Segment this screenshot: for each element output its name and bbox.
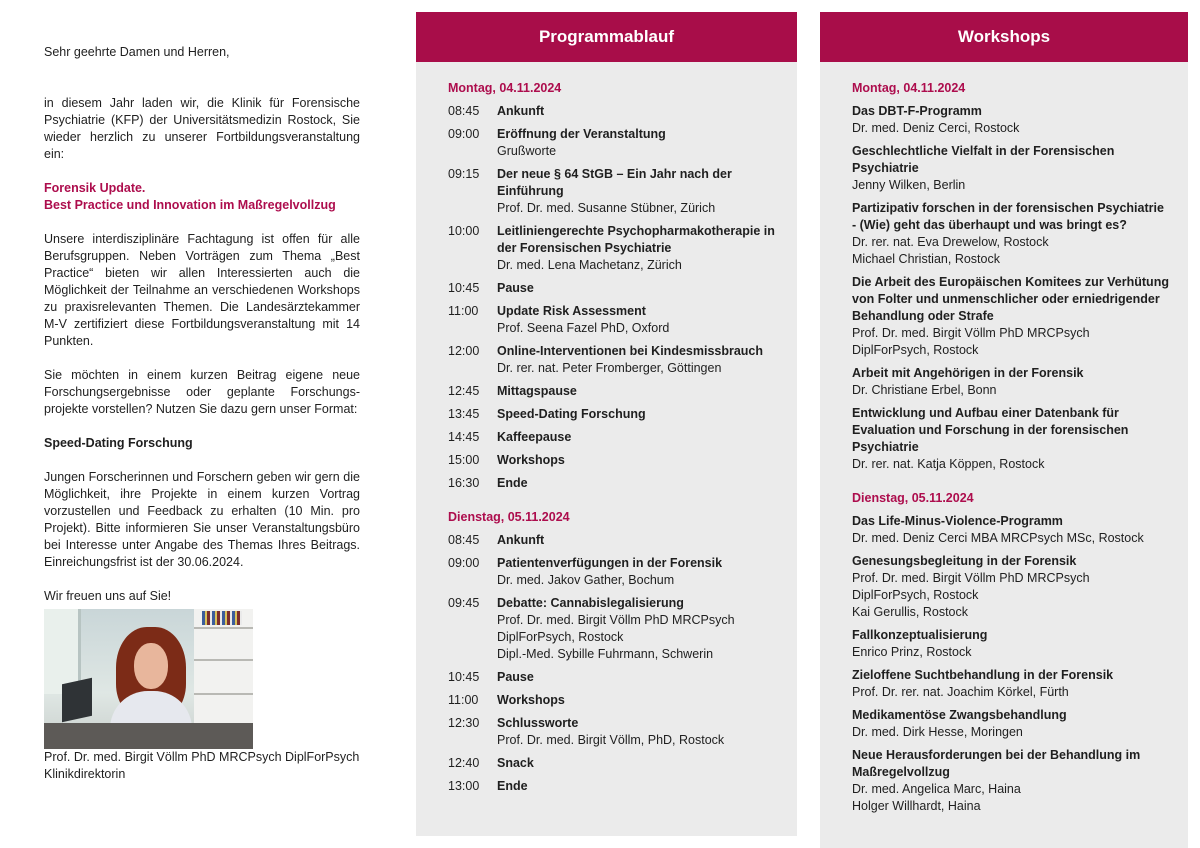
schedule-title: Ankunft xyxy=(497,104,545,118)
workshop-title: Arbeit mit Angehörigen in der Forensik xyxy=(852,366,1084,380)
intro-paragraph: in diesem Jahr laden wir, die Klinik für Forensische Psychiatrie (KFP) der Universitätsmedizin Rostock, Sie wieder herzlich zu unserer Fortbildungsveranstaltung ein: xyxy=(44,96,360,161)
schedule-time: 16:30 xyxy=(448,476,480,490)
workshop-item xyxy=(852,667,1170,701)
schedule-time: 12:30 xyxy=(448,716,480,730)
schedule-title: Ende xyxy=(497,476,528,490)
workshop-title: Entwicklung und Aufbau einer Datenbank für Evaluation und Forschung in der forensischen Psychiatrie xyxy=(852,406,1129,454)
schedule-row xyxy=(448,429,797,446)
format-heading: Speed-Dating Forschung xyxy=(44,436,193,450)
schedule-row xyxy=(448,755,797,772)
closing: Wir freuen uns auf Sie! xyxy=(44,589,172,603)
workshop-item xyxy=(852,513,1170,547)
workshop-speaker: Kai Gerullis, Rostock xyxy=(852,605,969,619)
workshops-panel xyxy=(820,12,1188,848)
open-paragraph: Unsere interdisziplinäre Fachtagung ist offen für alle Berufsgruppen. Neben Vorträgen zum Thema „Best Practice“ bieten wir allen Interessierten auch die Möglichkeit der Teilnahme an verschiedenen Workshops zu praxisrelevanten Themen. Die Landesärztekammer M-V zertifiziert diese Fortbildungsveranstaltung mit 14 Punkten. xyxy=(44,232,360,348)
schedule-time: 12:45 xyxy=(448,384,480,398)
workshop-speaker: Holger Willhardt, Haina xyxy=(852,799,981,813)
workshop-speaker: Dr. med. Deniz Cerci, Rostock xyxy=(852,121,1020,135)
schedule-time: 10:45 xyxy=(448,670,480,684)
schedule-title: Ende xyxy=(497,779,528,793)
schedule-row xyxy=(448,223,797,274)
schedule-detail: Dr. med. Jakov Gather, Bochum xyxy=(497,573,675,587)
workshops-list xyxy=(820,62,1188,815)
workshop-title: Zieloffene Suchtbehandlung in der Forensik xyxy=(852,668,1114,682)
schedule-time: 08:45 xyxy=(448,533,480,547)
schedule-time: 09:45 xyxy=(448,596,480,610)
schedule-content xyxy=(497,103,797,120)
young-researchers-paragraph: Jungen Forscherinnen und Forschern geben wir gern die Möglichkeit, ihre Projekte in einem kurzen Vortrag vorzustellen und Feedback zu erhalten (10 Min. pro Projekt). Bitte informieren Sie unser Veranstaltungsbüro bei Interesse unter Angabe des Themas Ihres Beitrags. Einreichungsfrist ist der 30.06.2024. xyxy=(44,470,360,569)
workshop-speaker: Dr. Christiane Erbel, Bonn xyxy=(852,383,997,397)
schedule-row xyxy=(448,475,797,492)
schedule-content xyxy=(497,126,797,160)
workshop-speaker: Dr. med. Dirk Hesse, Moringen xyxy=(852,725,1023,739)
schedule-title: Leitliniengerechte Psychopharmakotherapie in der Forensischen Psychiatrie xyxy=(497,224,775,255)
schedule-row xyxy=(448,692,797,709)
schedule-row xyxy=(448,166,797,217)
schedule-content xyxy=(497,555,797,589)
schedule-time: 12:40 xyxy=(448,756,480,770)
schedule-row xyxy=(448,383,797,400)
schedule-title: Workshops xyxy=(497,453,565,467)
schedule-time: 13:00 xyxy=(448,779,480,793)
workshops-header: Workshops xyxy=(820,12,1188,62)
schedule-content xyxy=(497,303,797,337)
workshop-speaker: Dr. rer. nat. Katja Köppen, Rostock xyxy=(852,457,1045,471)
schedule-content xyxy=(497,280,797,297)
workshop-item xyxy=(852,747,1170,815)
workshop-speaker: Dr. med. Angelica Marc, Haina xyxy=(852,782,1021,796)
program-day-label: Dienstag, 05.11.2024 xyxy=(448,510,570,524)
schedule-detail: Prof. Dr. med. Birgit Völlm, PhD, Rostock xyxy=(497,733,725,747)
schedule-content xyxy=(497,692,797,709)
workshop-speaker: Enrico Prinz, Rostock xyxy=(852,645,972,659)
program-header: Programmablauf xyxy=(416,12,797,62)
workshop-item xyxy=(852,103,1170,137)
schedule-time: 14:45 xyxy=(448,430,480,444)
program-schedule xyxy=(416,62,797,795)
schedule-content xyxy=(497,715,797,749)
schedule-detail: Dipl.-Med. Sybille Fuhrmann, Schwerin xyxy=(497,647,714,661)
schedule-time: 11:00 xyxy=(448,693,479,707)
schedule-title: Snack xyxy=(497,756,534,770)
workshop-title: Genesungsbegleitung in der Forensik xyxy=(852,554,1077,568)
workshop-speaker: Prof. Dr. med. Birgit Völlm PhD MRCPsych DiplForPsych, Rostock xyxy=(852,571,1090,602)
schedule-content xyxy=(497,669,797,686)
schedule-row xyxy=(448,406,797,423)
program-panel xyxy=(416,12,797,836)
signature-name: Prof. Dr. med. Birgit Völlm PhD MRCPsych DiplForPsych xyxy=(44,750,360,764)
workshop-day-label: Montag, 04.11.2024 xyxy=(852,81,966,95)
schedule-title: Eröffnung der Veranstaltung xyxy=(497,127,666,141)
schedule-content xyxy=(497,755,797,772)
schedule-detail: Prof. Seena Fazel PhD, Oxford xyxy=(497,321,670,335)
invitation-letter xyxy=(44,44,360,783)
workshop-title: Das Life-Minus-Violence-Programm xyxy=(852,514,1063,528)
schedule-title: Pause xyxy=(497,281,534,295)
research-paragraph: Sie möchten in einem kurzen Beitrag eigene neue Forschungsergebnisse oder geplante Forschungsprojekte vorstellen? Nutzen Sie dazu gern unser Format: xyxy=(44,368,360,416)
schedule-title: Kaffeepause xyxy=(497,430,572,444)
schedule-row xyxy=(448,555,797,589)
schedule-content xyxy=(497,532,797,549)
workshop-speaker: Prof. Dr. rer. nat. Joachim Körkel, Fürth xyxy=(852,685,1069,699)
event-title-line-1: Forensik Update. xyxy=(44,181,146,195)
workshop-item xyxy=(852,200,1170,268)
workshop-speaker: Dr. rer. nat. Eva Drewelow, Rostock xyxy=(852,235,1049,249)
schedule-time: 13:45 xyxy=(448,407,480,421)
workshop-speaker: Michael Christian, Rostock xyxy=(852,252,1000,266)
schedule-title: Online-Interventionen bei Kindesmissbrauch xyxy=(497,344,764,358)
schedule-title: Pause xyxy=(497,670,534,684)
schedule-time: 09:15 xyxy=(448,167,480,181)
workshop-speaker: Dr. med. Deniz Cerci MBA MRCPsych MSc, Rostock xyxy=(852,531,1144,545)
schedule-title: Ankunft xyxy=(497,533,545,547)
schedule-time: 09:00 xyxy=(448,556,480,570)
schedule-row xyxy=(448,452,797,469)
workshop-title: Medikamentöse Zwangsbehandlung xyxy=(852,708,1067,722)
schedule-title: Debatte: Cannabislegalisierung xyxy=(497,596,684,610)
workshop-speaker: Prof. Dr. med. Birgit Völlm PhD MRCPsych DiplForPsych, Rostock xyxy=(852,326,1090,357)
workshop-item xyxy=(852,405,1170,473)
schedule-content xyxy=(497,343,797,377)
signature-role: Klinikdirektorin xyxy=(44,767,126,781)
workshop-title: Partizipativ forschen in der forensischen Psychiatrie - (Wie) geht das überhaupt und was bringt es? xyxy=(852,201,1164,232)
schedule-detail: Prof. Dr. med. Susanne Stübner, Zürich xyxy=(497,201,716,215)
workshop-title: Neue Herausforderungen bei der Behandlung im Maßregelvollzug xyxy=(852,748,1141,779)
schedule-title: Der neue § 64 StGB – Ein Jahr nach der Einführung xyxy=(497,167,732,198)
schedule-title: Update Risk Assessment xyxy=(497,304,646,318)
workshop-speaker: Jenny Wilken, Berlin xyxy=(852,178,966,192)
schedule-detail: Prof. Dr. med. Birgit Völlm PhD MRCPsych DiplForPsych, Rostock xyxy=(497,613,735,644)
schedule-content xyxy=(497,383,797,400)
schedule-content xyxy=(497,223,797,274)
schedule-row xyxy=(448,303,797,337)
schedule-time: 09:00 xyxy=(448,127,480,141)
schedule-title: Speed-Dating Forschung xyxy=(497,407,646,421)
schedule-time: 10:45 xyxy=(448,281,480,295)
schedule-content xyxy=(497,595,797,663)
workshop-item xyxy=(852,143,1170,194)
workshop-title: Die Arbeit des Europäischen Komitees zur Verhütung von Folter und unmenschlicher oder erniedrigender Behandlung oder Strafe xyxy=(852,275,1169,323)
workshop-item xyxy=(852,707,1170,741)
workshop-item xyxy=(852,274,1170,359)
workshop-title: Das DBT-F-Programm xyxy=(852,104,982,118)
schedule-detail: Grußworte xyxy=(497,144,557,158)
schedule-row xyxy=(448,669,797,686)
schedule-time: 15:00 xyxy=(448,453,480,467)
schedule-row xyxy=(448,595,797,663)
schedule-time: 11:00 xyxy=(448,304,479,318)
schedule-content xyxy=(497,429,797,446)
schedule-row xyxy=(448,280,797,297)
workshop-item xyxy=(852,365,1170,399)
program-day-label: Montag, 04.11.2024 xyxy=(448,81,562,95)
director-photo xyxy=(44,609,253,749)
workshop-item xyxy=(852,553,1170,621)
schedule-time: 08:45 xyxy=(448,104,480,118)
schedule-row xyxy=(448,778,797,795)
schedule-title: Patientenverfügungen in der Forensik xyxy=(497,556,723,570)
workshop-title: Geschlechtliche Vielfalt in der Forensischen Psychiatrie xyxy=(852,144,1115,175)
event-title-line-2: Best Practice und Innovation im Maßregelvollzug xyxy=(44,198,336,212)
schedule-row xyxy=(448,343,797,377)
workshop-item xyxy=(852,627,1170,661)
schedule-content xyxy=(497,778,797,795)
schedule-time: 10:00 xyxy=(448,224,480,238)
schedule-title: Workshops xyxy=(497,693,565,707)
workshop-day-label: Dienstag, 05.11.2024 xyxy=(852,491,974,505)
schedule-row xyxy=(448,715,797,749)
salutation: Sehr geehrte Damen und Herren, xyxy=(44,45,230,59)
workshop-title: Fallkonzeptualisierung xyxy=(852,628,988,642)
schedule-detail: Dr. med. Lena Machetanz, Zürich xyxy=(497,258,682,272)
schedule-row xyxy=(448,126,797,160)
schedule-content xyxy=(497,452,797,469)
schedule-content xyxy=(497,166,797,217)
schedule-time: 12:00 xyxy=(448,344,480,358)
schedule-row xyxy=(448,532,797,549)
schedule-content xyxy=(497,475,797,492)
schedule-content xyxy=(497,406,797,423)
schedule-row xyxy=(448,103,797,120)
schedule-title: Mittagspause xyxy=(497,384,577,398)
schedule-detail: Dr. rer. nat. Peter Fromberger, Göttingen xyxy=(497,361,722,375)
schedule-title: Schlussworte xyxy=(497,716,579,730)
